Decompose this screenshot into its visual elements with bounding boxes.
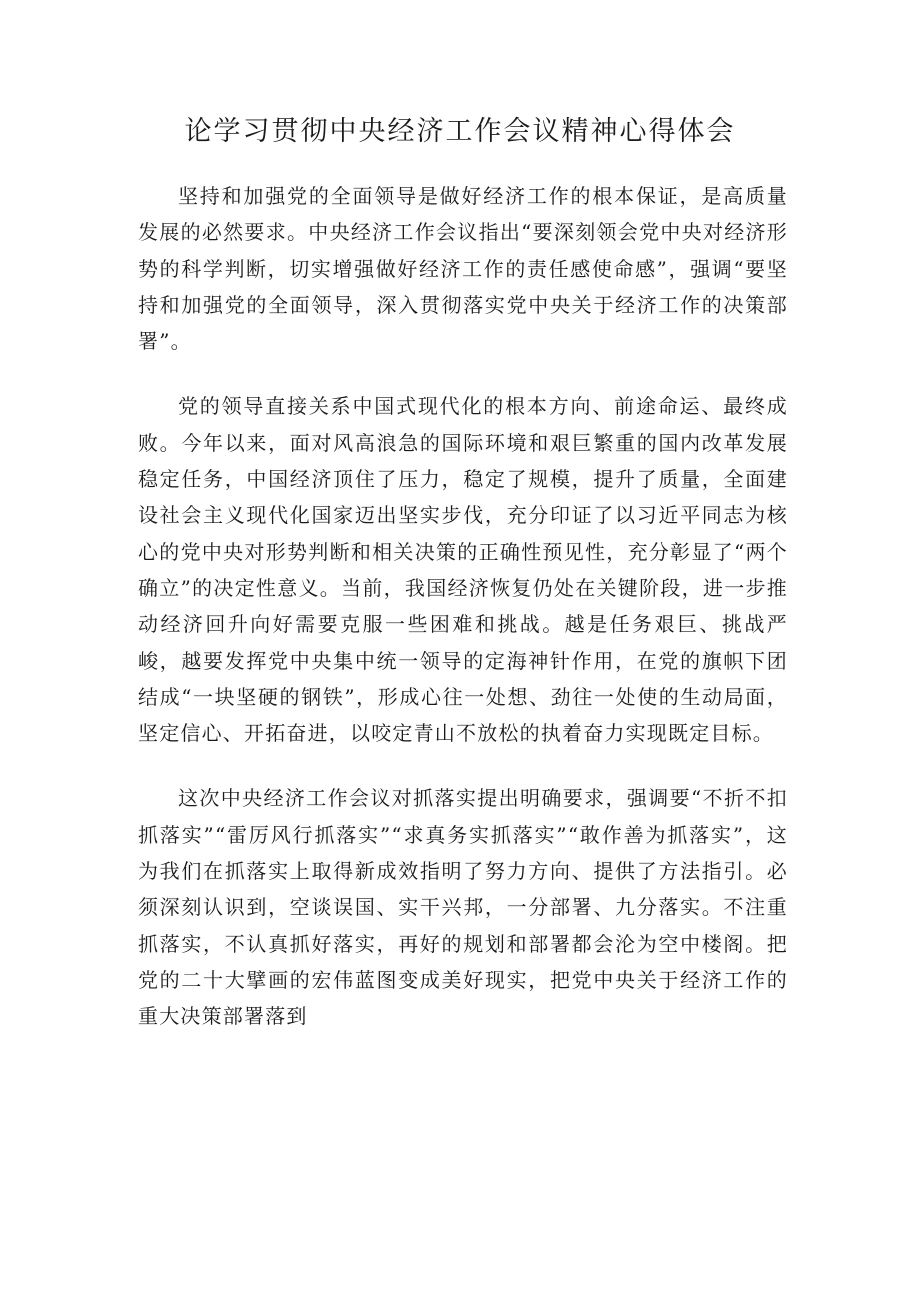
document-title: 论学习贯彻中央经济工作会议精神心得体会 [184, 116, 736, 147]
document-body [138, 178, 788, 1064]
paragraph-3: 这次中央经济工作会议对抓落实提出明确要求，强调要“不折不扣抓落实”“雷厉风行抓落实”“求真务实抓落实”“敢作善为抓落实”，这为我们在抓落实上取得新成效指明了努力方向、提供了方法指引。必须深刻认识到，空谈误国、实干兴邦，一分部署、九分落实。不注重抓落实，不认真抓好落实，再好的规划和部署都会沦为空中楼阁。把党的二十大擘画的宏伟蓝图变成美好现实，把党中央关于经济工作的重大决策部署落到 [138, 786, 788, 1029]
paragraph-2: 党的领导直接关系中国式现代化的根本方向、前途命运、最终成败。今年以来，面对风高浪急的国际环境和艰巨繁重的国内改革发展稳定任务，中国经济顶住了压力，稳定了规模，提升了质量，全面建设社会主义现代化国家迈出坚实步伐，充分印证了以习近平同志为核心的党中央对形势判断和相关决策的正确性预见性，充分彰显了“两个确立”的决定性意义。当前，我国经济恢复仍处在关键阶段，进一步推动经济回升向好需要克服一些困难和挑战。越是任务艰巨、挑战严峻，越要发挥党中央集中统一领导的定海神针作用，在党的旗帜下团结成“一块坚硬的钢铁”，形成心往一处想、劲往一处使的生动局面，坚定信心、开拓奋进，以咬定青山不放松的执着奋力实现既定目标。 [138, 394, 788, 746]
paragraph-1: 坚持和加强党的全面领导是做好经济工作的根本保证，是高质量发展的必然要求。中央经济工作会议指出“要深刻领会党中央对经济形势的科学判断，切实增强做好经济工作的责任感使命感”，强调“要坚持和加强党的全面领导，深入贯彻落实党中央关于经济工作的决策部署”。 [138, 184, 788, 354]
